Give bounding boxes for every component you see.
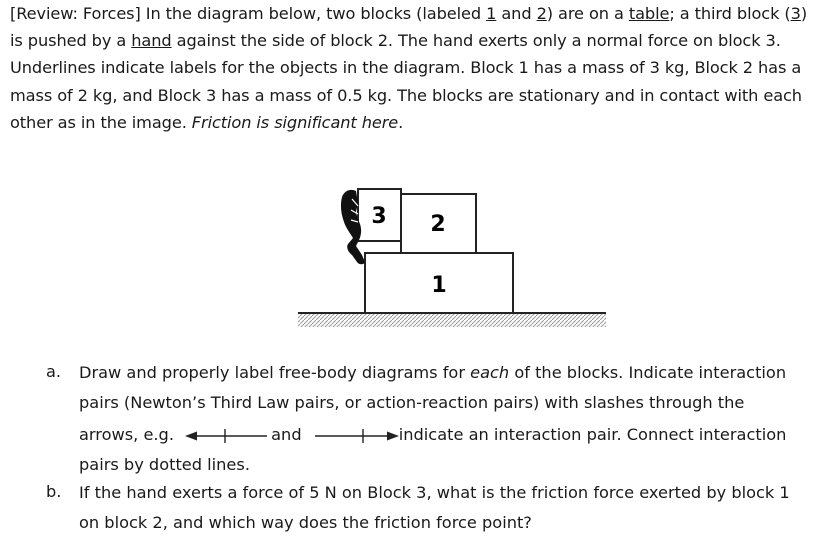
question-a-line-1-em: each	[470, 363, 510, 382]
question-a-line-2: pairs (Newton’s Third Law pairs, or action-reaction pairs) with slashes through the	[79, 393, 745, 412]
label-hand: hand	[131, 31, 172, 51]
question-a-line-1-pre: Draw and properly label free-body diagrams for	[79, 363, 471, 382]
label-block-1: 1	[486, 4, 497, 23]
question-a-line-1-post: of the blocks. Indicate interaction	[509, 363, 787, 382]
right-arrow-with-slash-icon	[313, 429, 399, 443]
block-1-label: 1	[431, 273, 447, 298]
intro-text-3: ) are on a	[546, 4, 629, 23]
label-block-3: 3	[790, 4, 801, 23]
question-a-line-1	[79, 358, 786, 388]
intro-text-1: [Review: Forces] In the diagram below, two blocks (labeled	[10, 4, 487, 23]
question-b-line-1: If the hand exerts a force of 5 N on Block 3, what is the friction force exerted by block 1	[79, 483, 790, 502]
question-a-letter: a.	[46, 362, 62, 381]
question-a-line-4: pairs by dotted lines.	[79, 455, 250, 474]
label-table: table	[628, 4, 670, 23]
question-a-line-3	[79, 420, 786, 450]
table-hatching	[298, 314, 606, 327]
question-a-line-3-and: and	[271, 425, 302, 444]
intro-italic: Friction is significant here	[191, 112, 399, 132]
block-3-label: 3	[371, 204, 387, 229]
intro-text-6: against the side of block 2. The hand exerts only a normal force on block 3. Underlines indicate labels for the objects in the diagram. Block 1 has a mass of 3 kg, Block 2 has a mass of 2 kg, and Block 3 has a mass of 0.5 kg. The blocks are stationary and in contact with each other as in the image.	[10, 31, 802, 132]
question-b-letter: b.	[46, 482, 62, 501]
intro-text-5: ) is pushed by a	[10, 4, 808, 51]
question-a-line-3-pre: arrows, e.g.	[79, 425, 174, 444]
intro-text-4: ; a third block (	[669, 4, 791, 23]
question-b-line-2: on block 2, and which way does the friction force point?	[79, 513, 532, 532]
block-2-label: 2	[430, 212, 446, 237]
intro-text-7: .	[398, 112, 404, 132]
label-block-2: 2	[536, 4, 547, 23]
question-a-line-3-post: indicate an interaction pair. Connect interaction	[398, 425, 787, 444]
intro-text-2: and	[496, 4, 537, 23]
left-arrow-with-slash-icon	[185, 429, 271, 443]
